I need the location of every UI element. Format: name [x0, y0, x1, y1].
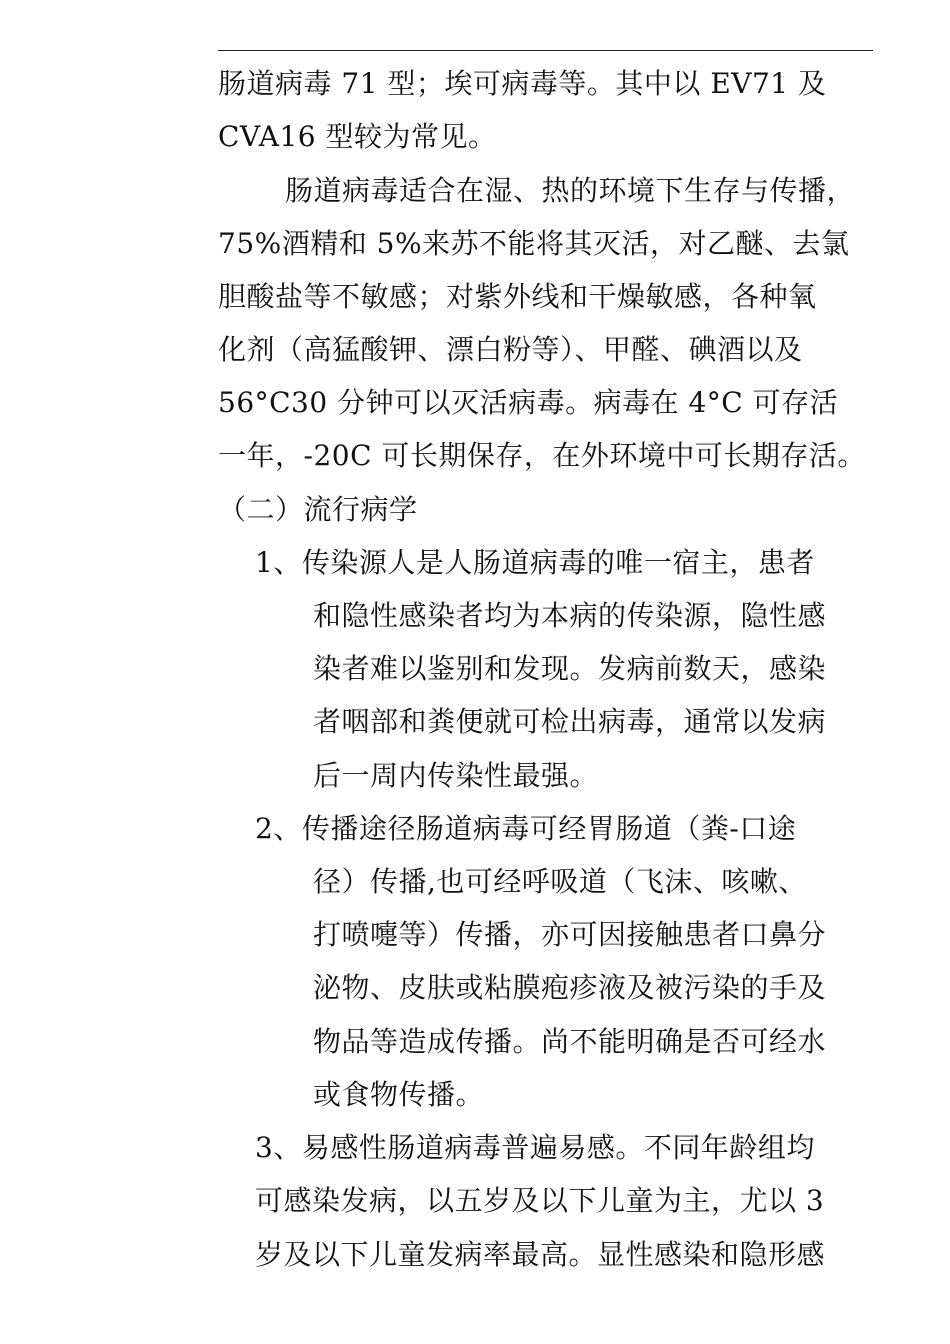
text-line: 胆酸盐等不敏感；对紫外线和干燥敏感，各种氧: [218, 280, 817, 313]
section-heading: （二）流行病学: [218, 493, 418, 526]
header-rule: [218, 50, 873, 51]
text-line: 化剂（高猛酸钾、漂白粉等）、甲醛、碘酒以及: [218, 333, 803, 366]
text-line: 肠道病毒 71 型；埃可病毒等。其中以 EV71 及: [218, 67, 827, 100]
text-line: 后一周内传染性最强。: [313, 759, 599, 792]
text-line: 泌物、皮肤或粘膜疱疹液及被污染的手及: [313, 971, 827, 1004]
text-line: 或食物传播。: [313, 1078, 485, 1111]
text-line: 者咽部和粪便就可检出病毒，通常以发病: [313, 705, 827, 738]
text-line: 75%酒精和 5%来苏不能将其灭活，对乙醚、去氯: [218, 227, 850, 260]
text-line: 和隐性感染者均为本病的传染源，隐性感: [313, 599, 827, 632]
text-line: 径）传播,也可经呼吸道（飞沫、咳嗽、: [313, 865, 807, 898]
text-line: 岁及以下儿童发病率最高。显性感染和隐形感: [255, 1238, 826, 1271]
text-line: 一年，-20C 可长期保存，在外环境中可长期存活。: [218, 439, 866, 472]
text-line: 56°C30 分钟可以灭活病毒。病毒在 4°C 可存活: [218, 386, 839, 419]
text-line: 物品等造成传播。尚不能明确是否可经水: [313, 1025, 827, 1058]
text-line: 可感染发病，以五岁及以下儿童为主，尤以 3: [255, 1184, 825, 1217]
text-line: CVA16 型较为常见。: [218, 120, 497, 153]
list-item-2-first-line: 2、传播途径肠道病毒可经胃肠道（粪-口途: [255, 812, 797, 845]
text-line: 打喷嚏等）传播，亦可因接触患者口鼻分: [313, 918, 827, 951]
list-item-3-first-line: 3、易感性肠道病毒普遍易感。不同年龄组均: [255, 1131, 815, 1164]
list-item-1-first-line: 1、传染源人是人肠道病毒的唯一宿主，患者: [255, 546, 815, 579]
text-line: 染者难以鉴别和发现。发病前数天，感染: [313, 652, 827, 685]
paragraph-first-line: 肠道病毒适合在湿、热的环境下生存与传播，: [285, 174, 856, 207]
